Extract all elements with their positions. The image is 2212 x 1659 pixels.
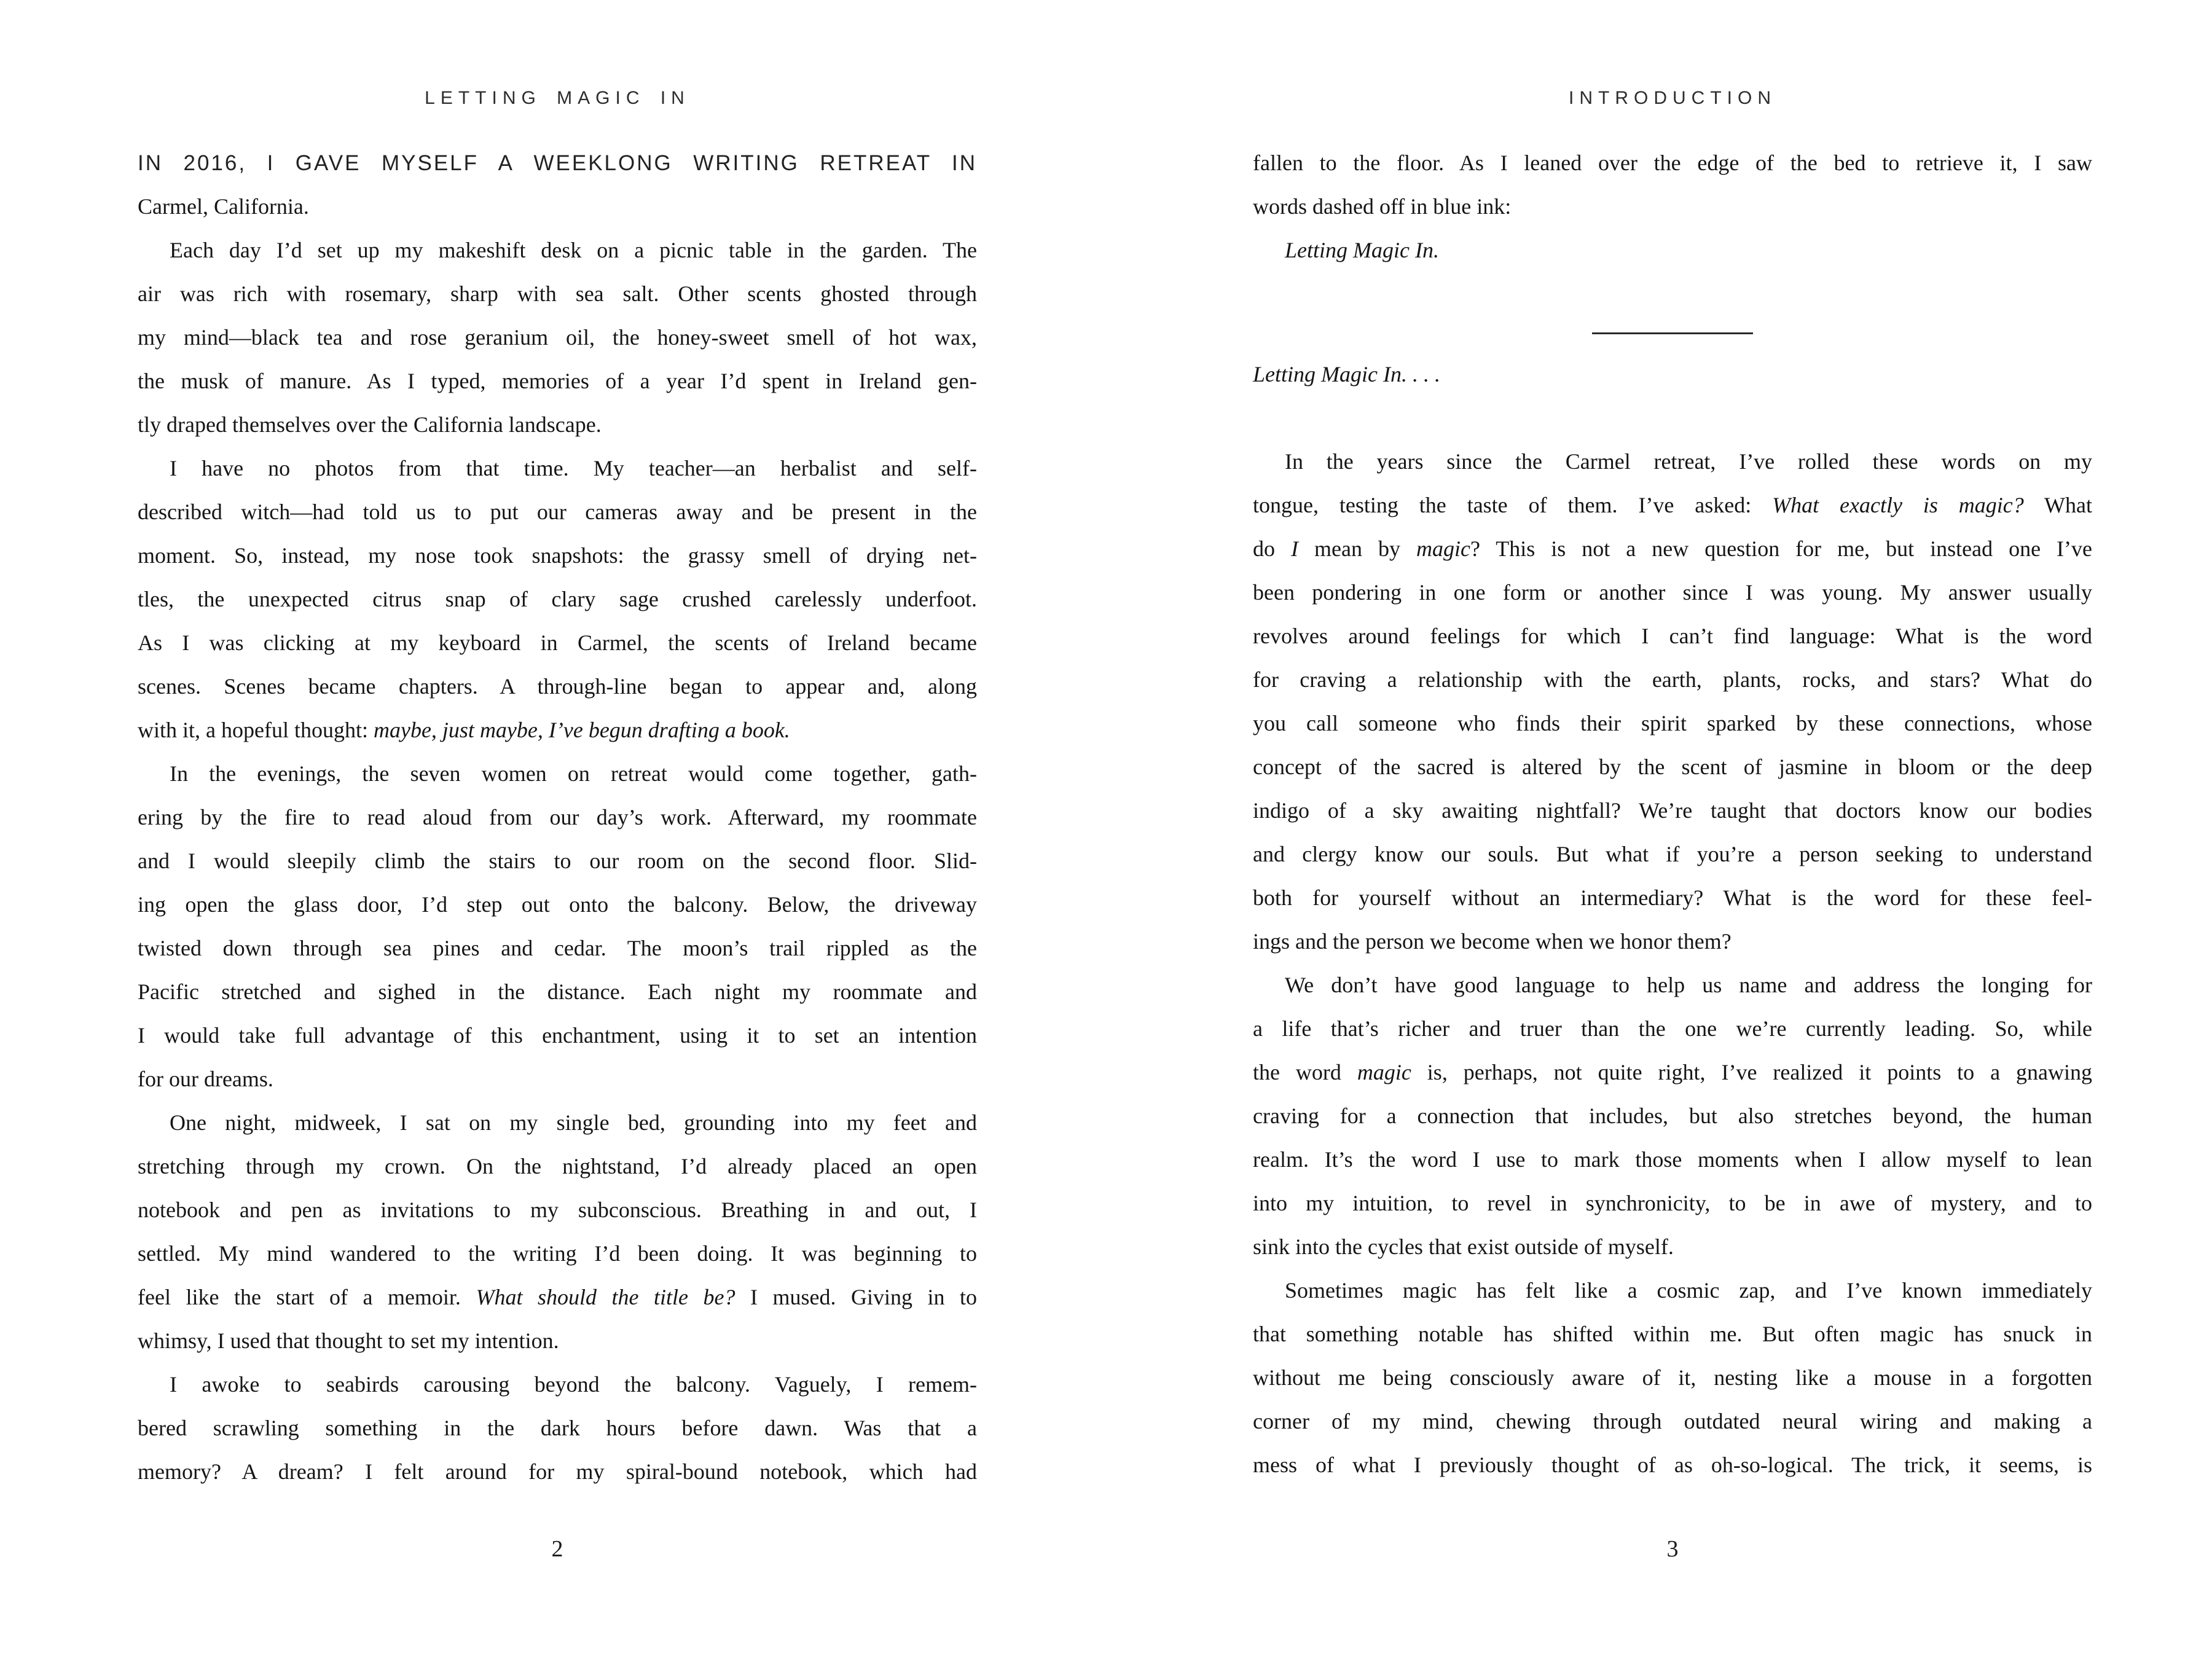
- paragraph: [138, 752, 977, 1101]
- paragraph: [138, 229, 977, 447]
- section-divider: [1592, 332, 1753, 334]
- text-line: fallen to the floor. As I leaned over the edge of the bed to retrieve it, I saw: [1253, 151, 2092, 175]
- text-line: Carmel, California.: [138, 194, 309, 219]
- paragraph: [1253, 1269, 2092, 1487]
- paragraph: [1253, 141, 2092, 229]
- text-line: As I was clicking at my keyboard in Carmel, the scents of Ireland became: [138, 630, 977, 655]
- text-line: scenes. Scenes became chapters. A through-line began to appear and, along: [138, 674, 977, 699]
- text-line: with it, a hopeful thought: maybe, just maybe, I’ve begun drafting a book.: [138, 718, 790, 742]
- text-line: stretching through my crown. On the nightstand, I’d already placed an open: [138, 1154, 977, 1179]
- page-number-right: 3: [1666, 1536, 1679, 1562]
- text-line: feel like the start of a memoir. What should the title be? I mused. Giving in to: [138, 1285, 978, 1309]
- text-line: whimsy, I used that thought to set my intention.: [138, 1328, 559, 1353]
- text-line: tly draped themselves over the California landscape.: [138, 412, 602, 437]
- text-line: and clergy know our souls. But what if you’re a person seeking to understand: [1253, 842, 2092, 866]
- running-head-right: INTRODUCTION: [1569, 88, 1776, 108]
- text-line: revolves around feelings for which I can’t find language: What is the word: [1253, 624, 2092, 648]
- text-line: Sometimes magic has felt like a cosmic zap, and I’ve known immediately: [1285, 1278, 2092, 1303]
- text-line: a life that’s richer and truer than the one we’re currently leading. So, while: [1253, 1016, 2092, 1041]
- paragraph: [1253, 353, 2092, 396]
- text-line: Letting Magic In.: [1285, 238, 1439, 262]
- text-line: notebook and pen as invitations to my subconscious. Breathing in and out, I: [138, 1198, 977, 1222]
- text-line: described witch—had told us to put our cameras away and be present in the: [138, 500, 977, 524]
- text-line: been pondering in one form or another since I was young. My answer usually: [1253, 580, 2092, 605]
- text-line: In the years since the Carmel retreat, I’ve rolled these words on my: [1285, 449, 2092, 474]
- text-line: settled. My mind wandered to the writing I’d been doing. It was beginning to: [138, 1241, 977, 1266]
- text-line: In the evenings, the seven women on retreat would come together, gath-: [170, 761, 977, 786]
- text-line: concept of the sacred is altered by the scent of jasmine in bloom or the deep: [1253, 755, 2092, 779]
- text-line: Pacific stretched and sighed in the distance. Each night my roommate and: [138, 979, 977, 1004]
- text-line: that something notable has shifted within me. But often magic has snuck in: [1253, 1322, 2092, 1346]
- text-line: memory? A dream? I felt around for my spiral-bound notebook, which had: [138, 1459, 977, 1484]
- text-line: into my intuition, to revel in synchronicity, to be in awe of mystery, and to: [1253, 1191, 2092, 1215]
- page-number-left: 2: [551, 1536, 563, 1562]
- text-line: my mind—black tea and rose geranium oil, the honey-sweet smell of hot wax,: [138, 325, 977, 350]
- text-line: bered scrawling something in the dark hours before dawn. Was that a: [138, 1416, 977, 1440]
- text-line: and I would sleepily climb the stairs to our room on the second floor. Slid-: [138, 849, 977, 873]
- text-line: words dashed off in blue ink:: [1253, 194, 1512, 219]
- left-text-block: [138, 141, 977, 1494]
- text-line: without me being consciously aware of it, nesting like a mouse in a forgotten: [1253, 1365, 2092, 1390]
- text-line: the word magic is, perhaps, not quite right, I’ve realized it points to a gnawing: [1253, 1060, 2093, 1084]
- text-line: One night, midweek, I sat on my single bed, grounding into my feet and: [170, 1110, 977, 1135]
- text-line: indigo of a sky awaiting nightfall? We’re taught that doctors know our bodies: [1253, 798, 2092, 823]
- text-line: sink into the cycles that exist outside of myself.: [1253, 1234, 1674, 1259]
- text-line: Letting Magic In. . . .: [1253, 362, 1440, 386]
- right-page: [1106, 0, 2212, 1659]
- text-line: twisted down through sea pines and cedar. The moon’s trail rippled as the: [138, 936, 977, 960]
- running-head-left: LETTING MAGIC IN: [425, 88, 690, 108]
- text-line: I awoke to seabirds carousing beyond the balcony. Vaguely, I remem-: [170, 1372, 977, 1397]
- paragraph: [1253, 963, 2092, 1269]
- text-line: ing open the glass door, I’d step out onto the balcony. Below, the driveway: [138, 892, 977, 917]
- text-line: for our dreams.: [138, 1067, 273, 1091]
- text-line: do I mean by magic? This is not a new question for me, but instead one I’ve: [1253, 536, 2093, 561]
- text-line: craving for a connection that includes, but also stretches beyond, the human: [1253, 1104, 2092, 1128]
- text-line: mess of what I previously thought of as oh-so-logical. The trick, it seems, is: [1253, 1453, 2092, 1477]
- text-line: I would take full advantage of this enchantment, using it to set an intention: [138, 1023, 977, 1048]
- text-line: I have no photos from that time. My teacher—an herbalist and self-: [170, 456, 977, 480]
- paragraph: [138, 447, 977, 752]
- text-line: tongue, testing the taste of them. I’ve asked: What exactly is magic? What: [1253, 493, 2092, 517]
- text-line: corner of my mind, chewing through outdated neural wiring and making a: [1253, 1409, 2092, 1433]
- text-line: you call someone who finds their spirit sparked by these connections, whose: [1253, 711, 2092, 735]
- text-line: ering by the fire to read aloud from our day’s work. Afterward, my roommate: [138, 805, 977, 830]
- text-line: IN 2016, I GAVE MYSELF A WEEKLONG WRITING RETREAT IN: [138, 151, 977, 175]
- text-line: realm. It’s the word I use to mark those moments when I allow myself to lean: [1253, 1147, 2092, 1172]
- text-line: the musk of manure. As I typed, memories of a year I’d spent in Ireland gen-: [138, 369, 977, 393]
- paragraph: [138, 141, 977, 229]
- paragraph: [1253, 440, 2092, 963]
- text-line: tles, the unexpected citrus snap of clary sage crushed carelessly underfoot.: [138, 587, 977, 611]
- text-line: for craving a relationship with the earth, plants, rocks, and stars? What do: [1253, 667, 2092, 692]
- text-line: moment. So, instead, my nose took snapshots: the grassy smell of drying net-: [138, 543, 977, 568]
- text-line: ings and the person we become when we honor them?: [1253, 929, 1732, 954]
- text-line: We don’t have good language to help us name and address the longing for: [1285, 973, 2092, 997]
- text-line: air was rich with rosemary, sharp with sea salt. Other scents ghosted through: [138, 281, 977, 306]
- text-line: Each day I’d set up my makeshift desk on a picnic table in the garden. The: [170, 238, 977, 262]
- right-text-block: [1253, 141, 2092, 1487]
- text-line: both for yourself without an intermediary? What is the word for these feel-: [1253, 885, 2092, 910]
- paragraph: [138, 1101, 977, 1363]
- paragraph: [1253, 229, 2092, 272]
- paragraph: [138, 1363, 977, 1494]
